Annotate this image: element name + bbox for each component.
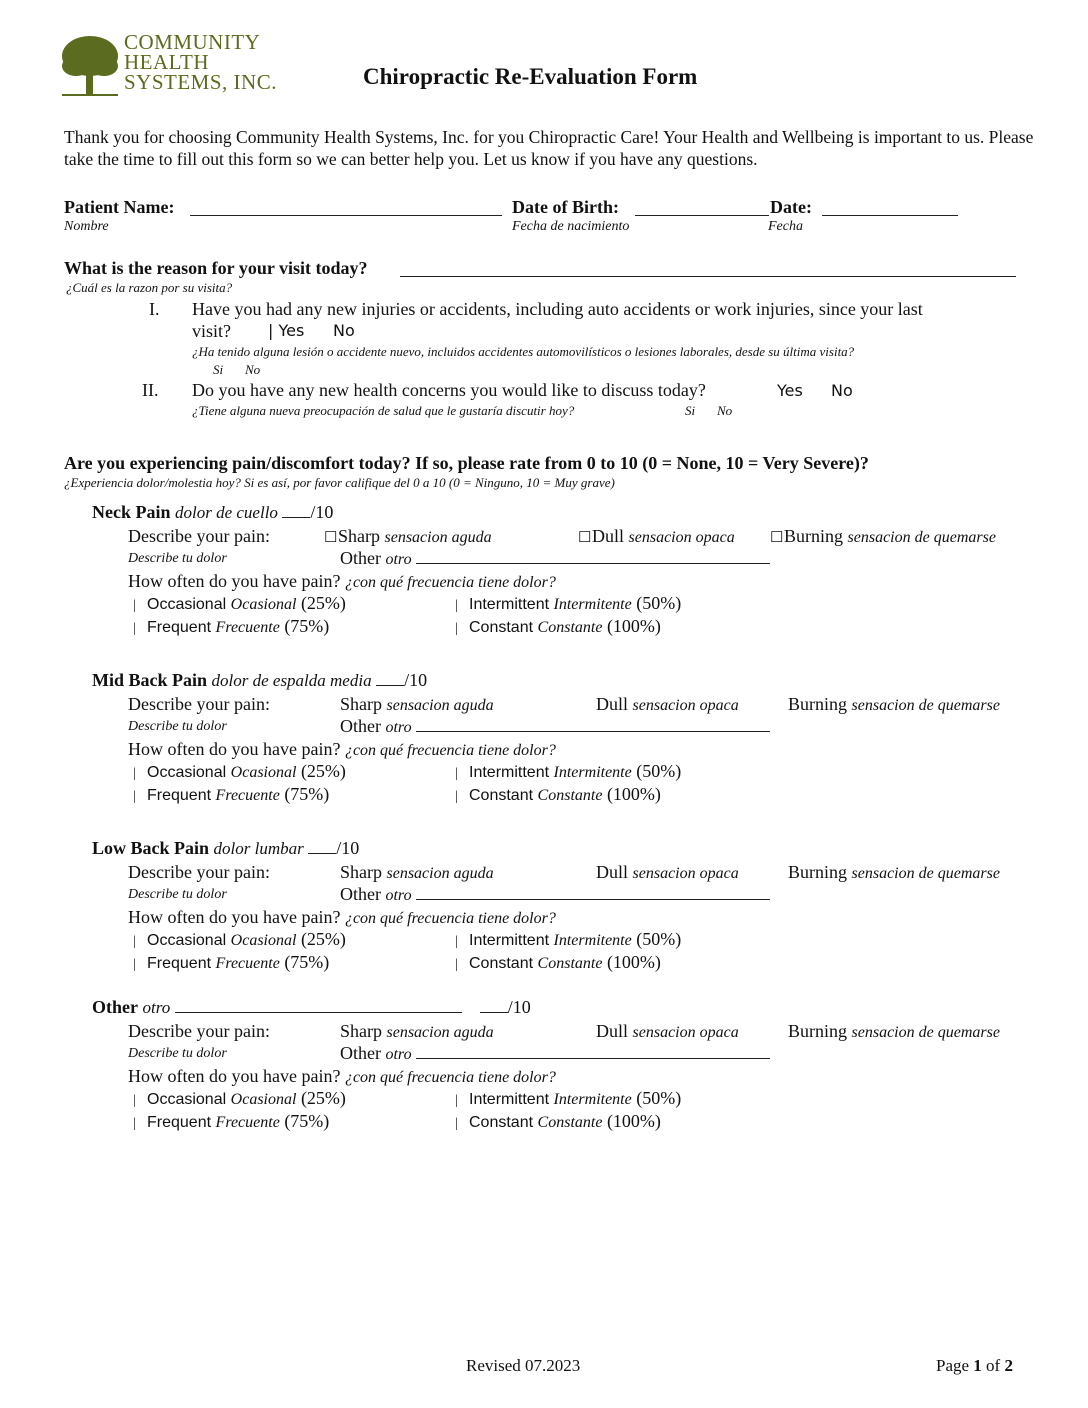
- occasional-pct: (25%): [300, 1088, 346, 1108]
- occasional-pct: (25%): [300, 593, 346, 613]
- section-neck-sharp[interactable]: [324, 526, 492, 547]
- section-other-other: [340, 1043, 770, 1064]
- section-mid-back-constant-checkbox[interactable]: |: [455, 789, 458, 804]
- tree-logo-icon: [58, 32, 122, 100]
- section-mid-back-constant-option[interactable]: [455, 784, 661, 805]
- section-low-back-describe-sub: Describe tu dolor: [128, 887, 227, 902]
- sharp-label-es: sensacion aguda: [386, 865, 494, 882]
- revised-date: Revised 07.2023: [466, 1356, 581, 1375]
- section-neck-occasional-option[interactable]: [133, 593, 346, 614]
- section-neck-intermittent-checkbox[interactable]: |: [455, 598, 458, 613]
- section-low-back-occasional-option[interactable]: [133, 929, 346, 950]
- patient-name-label: Patient Name:: [64, 197, 175, 217]
- frequent-label-es: Frecuente: [215, 1114, 280, 1131]
- frequent-pct: (75%): [284, 952, 330, 972]
- how-often-label: How often do you have pain?: [128, 571, 341, 591]
- section-low-back-describe: Describe your pain:: [128, 862, 270, 882]
- dob-label: Date of Birth:: [512, 197, 619, 217]
- section-other-constant-checkbox[interactable]: |: [455, 1116, 458, 1131]
- occasional-label-es: Ocasional: [230, 764, 297, 781]
- occasional-label-es: Ocasional: [230, 596, 297, 613]
- other-label: Other: [340, 1043, 381, 1063]
- burning-label-es: sensacion de quemarse: [851, 865, 1000, 882]
- section-mid-back-other: [340, 716, 770, 737]
- page-prefix: Page: [936, 1356, 970, 1375]
- date-label: Date:: [770, 197, 812, 217]
- section-other-occasional-checkbox[interactable]: |: [133, 1093, 136, 1108]
- how-often-label: How often do you have pain?: [128, 1066, 341, 1086]
- section-mid-back-title-row: [92, 670, 427, 691]
- intermittent-label-es: Intermitente: [553, 596, 632, 613]
- page-of: of: [986, 1356, 1001, 1375]
- section-other-other-describe-field[interactable]: [416, 1044, 770, 1059]
- intermittent-label-es: Intermitente: [553, 764, 632, 781]
- section-neck-title: Neck Pain: [92, 502, 171, 522]
- section-mid-back-intermittent-option[interactable]: [455, 761, 681, 782]
- intermittent-pct: (50%): [636, 593, 682, 613]
- section-other-sharp[interactable]: [340, 1021, 494, 1042]
- sharp-label: Sharp: [340, 862, 382, 882]
- section-other-intermittent-option[interactable]: [455, 1088, 681, 1109]
- section-low-back-sharp[interactable]: [340, 862, 494, 883]
- section-other-out-of: /10: [507, 997, 531, 1017]
- section-mid-back-occasional-option[interactable]: [133, 761, 346, 782]
- question-1-si[interactable]: Si: [213, 362, 224, 377]
- intermittent-pct: (50%): [636, 929, 682, 949]
- section-other-frequent-option[interactable]: [133, 1111, 329, 1132]
- question-1-text: Have you had any new injuries or accidents, including auto accidents or work injuries, since your last: [192, 299, 923, 319]
- frequent-pct: (75%): [284, 1111, 330, 1131]
- frequent-pct: (75%): [284, 784, 330, 804]
- section-low-back-out-of: /10: [336, 838, 360, 858]
- frequent-label: Frequent: [147, 955, 212, 972]
- section-neck-frequent-option[interactable]: [133, 616, 329, 637]
- burning-label-es: sensacion de quemarse: [851, 697, 1000, 714]
- other-label: Other: [340, 884, 381, 904]
- section-neck-describe: Describe your pain:: [128, 526, 270, 546]
- section-neck-title-row: [92, 502, 333, 523]
- other-label: Other: [340, 716, 381, 736]
- frequent-label-es: Frecuente: [215, 619, 280, 636]
- section-other-how-often: [128, 1066, 556, 1087]
- question-1-yes[interactable]: | Yes: [268, 321, 305, 340]
- intermittent-label: Intermittent: [469, 764, 550, 781]
- patient-name-field[interactable]: [190, 201, 502, 216]
- dull-label-es: sensacion opaca: [632, 1024, 739, 1041]
- other-label-es: otro: [385, 551, 412, 568]
- frequent-label-es: Frecuente: [215, 787, 280, 804]
- section-low-back-burning[interactable]: [788, 862, 1000, 883]
- section-neck-dull-checkbox[interactable]: ☐: [578, 530, 592, 546]
- question-1-no[interactable]: No: [333, 321, 355, 340]
- frequent-pct: (75%): [284, 616, 330, 636]
- section-low-back-intermittent-checkbox[interactable]: |: [455, 934, 458, 949]
- dull-label-es: sensacion opaca: [628, 529, 735, 546]
- constant-label-es: Constante: [537, 619, 603, 636]
- section-low-back-how-often: [128, 907, 556, 928]
- sharp-label-es: sensacion aguda: [384, 529, 492, 546]
- constant-label-es: Constante: [537, 1114, 603, 1131]
- section-mid-back-sharp[interactable]: [340, 694, 494, 715]
- question-2-no[interactable]: No: [831, 381, 853, 400]
- reason-label: What is the reason for your visit today?: [64, 258, 368, 278]
- section-neck-burning-checkbox[interactable]: ☐: [770, 530, 784, 546]
- other-label: Other: [340, 548, 381, 568]
- page-total: 2: [1004, 1356, 1013, 1375]
- section-low-back-constant-option[interactable]: [455, 952, 661, 973]
- page-number: [936, 1356, 1013, 1376]
- section-neck-constant-option[interactable]: [455, 616, 661, 637]
- question-1-sub: ¿Ha tenido alguna lesión o accidente nuevo, incluidos accidentes automovilísticos o lesiones laborales, desde su última visita?: [192, 344, 855, 359]
- intermittent-label-es: Intermitente: [553, 1091, 632, 1108]
- logo: [58, 32, 308, 100]
- section-neck-title-es: dolor de cuello: [175, 503, 278, 522]
- section-neck-how-often: [128, 571, 556, 592]
- burning-label: Burning: [784, 526, 844, 546]
- section-other-frequent-checkbox[interactable]: |: [133, 1116, 136, 1131]
- section-neck-frequent-checkbox[interactable]: |: [133, 621, 136, 636]
- how-often-label: How often do you have pain?: [128, 739, 341, 759]
- question-2-yes[interactable]: Yes: [777, 381, 803, 400]
- section-low-back-other: [340, 884, 770, 905]
- frequent-label: Frequent: [147, 619, 212, 636]
- how-often-label-es: ¿con qué frecuencia tiene dolor?: [344, 1069, 556, 1086]
- question-1-no-es[interactable]: No: [245, 362, 261, 377]
- question-1-yes-label: Yes: [278, 321, 305, 340]
- section-neck-intermittent-option[interactable]: [455, 593, 681, 614]
- other-label-es: otro: [385, 1046, 412, 1063]
- section-other-title-es: otro: [142, 998, 171, 1017]
- section-low-back-title-es: dolor lumbar: [213, 839, 304, 858]
- other-label-es: otro: [385, 887, 412, 904]
- intermittent-pct: (50%): [636, 1088, 682, 1108]
- section-other-dull[interactable]: [596, 1021, 739, 1042]
- logo-line-3: SYSTEMS, INC.: [124, 70, 277, 94]
- constant-pct: (100%): [606, 952, 661, 972]
- section-neck-dull[interactable]: [578, 526, 735, 547]
- section-neck-occasional-checkbox[interactable]: |: [133, 598, 136, 613]
- dull-label-es: sensacion opaca: [632, 697, 739, 714]
- dob-sub: Fecha de nacimiento: [512, 219, 630, 234]
- section-neck-out-of: /10: [310, 502, 334, 522]
- section-other-title-row: [92, 997, 531, 1018]
- dull-label: Dull: [592, 526, 625, 546]
- section-neck-describe-sub: Describe tu dolor: [128, 551, 227, 566]
- section-other-occasional-option[interactable]: [133, 1088, 346, 1109]
- intermittent-pct: (50%): [636, 761, 682, 781]
- how-often-label-es: ¿con qué frecuencia tiene dolor?: [344, 742, 556, 759]
- logo-line-2: HEALTH: [124, 50, 210, 74]
- constant-label: Constant: [469, 619, 534, 636]
- section-mid-back-how-often: [128, 739, 556, 760]
- section-other-describe-sub: Describe tu dolor: [128, 1046, 227, 1061]
- occasional-label: Occasional: [147, 932, 227, 949]
- section-mid-back-title-es: dolor de espalda media: [211, 671, 372, 690]
- constant-pct: (100%): [606, 1111, 661, 1131]
- intermittent-label: Intermittent: [469, 932, 550, 949]
- other-label-es: otro: [385, 719, 412, 736]
- frequent-label-es: Frecuente: [215, 955, 280, 972]
- how-often-label: How often do you have pain?: [128, 907, 341, 927]
- intermittent-label: Intermittent: [469, 596, 550, 613]
- section-low-back-constant-checkbox[interactable]: |: [455, 957, 458, 972]
- occasional-label-es: Ocasional: [230, 932, 297, 949]
- how-often-label-es: ¿con qué frecuencia tiene dolor?: [344, 574, 556, 591]
- dull-label: Dull: [596, 694, 629, 714]
- section-mid-back-burning[interactable]: [788, 694, 1000, 715]
- section-other-constant-option[interactable]: [455, 1111, 661, 1132]
- sharp-label: Sharp: [340, 1021, 382, 1041]
- occasional-pct: (25%): [300, 761, 346, 781]
- constant-label: Constant: [469, 955, 534, 972]
- frequent-label: Frequent: [147, 787, 212, 804]
- reason-sub: ¿Cuál es la razon por su visita?: [66, 280, 233, 295]
- frequent-label: Frequent: [147, 1114, 212, 1131]
- sharp-label-es: sensacion aguda: [386, 697, 494, 714]
- patient-name-sub: Nombre: [64, 219, 109, 234]
- burning-label: Burning: [788, 1021, 848, 1041]
- constant-label: Constant: [469, 1114, 534, 1131]
- question-1-text-cont: visit?: [192, 321, 231, 341]
- burning-label: Burning: [788, 694, 848, 714]
- section-mid-back-intermittent-checkbox[interactable]: |: [455, 766, 458, 781]
- constant-label-es: Constante: [537, 955, 603, 972]
- section-neck-burning[interactable]: [770, 526, 996, 547]
- section-mid-back-title: Mid Back Pain: [92, 670, 208, 690]
- constant-label: Constant: [469, 787, 534, 804]
- section-mid-back-other-describe-field[interactable]: [416, 717, 770, 732]
- dull-label-es: sensacion opaca: [632, 865, 739, 882]
- section-other-rating-field[interactable]: [480, 998, 508, 1013]
- dull-label: Dull: [596, 1021, 629, 1041]
- intermittent-label: Intermittent: [469, 1091, 550, 1108]
- pain-heading-sub: ¿Experiencia dolor/molestia hoy? Si es así, por favor califique del 0 a 10 (0 = Ninguno, 10 = Muy grave): [64, 475, 615, 490]
- question-2-no-es[interactable]: No: [717, 403, 733, 418]
- section-mid-back-rating-field[interactable]: [376, 671, 404, 686]
- section-neck-rating-field[interactable]: [282, 503, 310, 518]
- section-other-title: Other: [92, 997, 138, 1017]
- section-neck-other: [340, 548, 770, 569]
- constant-label-es: Constante: [537, 787, 603, 804]
- constant-pct: (100%): [606, 616, 661, 636]
- burning-label: Burning: [788, 862, 848, 882]
- section-mid-back-describe: Describe your pain:: [128, 694, 270, 714]
- intro-text: Thank you for choosing Community Health Systems, Inc. for you Chiropractic Care! Your Health and Wellbeing is important to us. Please take the time to fill out this form so we can better help you. Let us know if you have any questions.: [64, 127, 1034, 169]
- section-mid-back-dull[interactable]: [596, 694, 739, 715]
- question-2-number: II.: [142, 380, 159, 400]
- pain-heading: Are you experiencing pain/discomfort today? If so, please rate from 0 to 10 (0 = None, 10 = Very Severe)?: [64, 453, 869, 473]
- section-other-describe: Describe your pain:: [128, 1021, 270, 1041]
- section-low-back-dull[interactable]: [596, 862, 739, 883]
- reason-field[interactable]: [400, 262, 1016, 277]
- occasional-label: Occasional: [147, 764, 227, 781]
- dull-label: Dull: [596, 862, 629, 882]
- section-mid-back-frequent-option[interactable]: [133, 784, 329, 805]
- how-often-label-es: ¿con qué frecuencia tiene dolor?: [344, 910, 556, 927]
- occasional-label-es: Ocasional: [230, 1091, 297, 1108]
- section-low-back-title: Low Back Pain: [92, 838, 210, 858]
- date-sub: Fecha: [768, 219, 803, 234]
- occasional-label: Occasional: [147, 596, 227, 613]
- section-other-other-field[interactable]: [175, 998, 462, 1013]
- sharp-label-es: sensacion aguda: [386, 1024, 494, 1041]
- question-1-number: I.: [149, 299, 160, 319]
- burning-label-es: sensacion de quemarse: [851, 1024, 1000, 1041]
- section-low-back-frequent-checkbox[interactable]: |: [133, 957, 136, 972]
- section-low-back-frequent-option[interactable]: [133, 952, 329, 973]
- section-mid-back-out-of: /10: [404, 670, 428, 690]
- section-neck-sharp-checkbox[interactable]: ☐: [324, 530, 338, 546]
- section-other-burning[interactable]: [788, 1021, 1000, 1042]
- dob-field[interactable]: [635, 201, 769, 216]
- section-mid-back-describe-sub: Describe tu dolor: [128, 719, 227, 734]
- sharp-label: Sharp: [340, 694, 382, 714]
- page-current: 1: [973, 1356, 982, 1375]
- section-low-back-other-describe-field[interactable]: [416, 885, 770, 900]
- section-low-back-rating-field[interactable]: [308, 839, 336, 854]
- section-neck-constant-checkbox[interactable]: |: [455, 621, 458, 636]
- form-title: Chiropractic Re-Evaluation Form: [363, 64, 698, 89]
- section-low-back-occasional-checkbox[interactable]: |: [133, 934, 136, 949]
- sharp-label: Sharp: [338, 526, 380, 546]
- occasional-pct: (25%): [300, 929, 346, 949]
- section-other-intermittent-checkbox[interactable]: |: [455, 1093, 458, 1108]
- section-neck-other-describe-field[interactable]: [416, 549, 770, 564]
- section-low-back-intermittent-option[interactable]: [455, 929, 681, 950]
- intermittent-label-es: Intermitente: [553, 932, 632, 949]
- constant-pct: (100%): [606, 784, 661, 804]
- question-2-sub: ¿Tiene alguna nueva preocupación de salud que le gustaría discutir hoy?: [192, 403, 575, 418]
- section-mid-back-frequent-checkbox[interactable]: |: [133, 789, 136, 804]
- question-2-text: Do you have any new health concerns you would like to discuss today?: [192, 380, 706, 400]
- occasional-label: Occasional: [147, 1091, 227, 1108]
- section-mid-back-occasional-checkbox[interactable]: |: [133, 766, 136, 781]
- logo-line-1: COMMUNITY: [124, 30, 261, 54]
- date-field[interactable]: [822, 201, 958, 216]
- question-2-si[interactable]: Si: [685, 403, 696, 418]
- section-low-back-title-row: [92, 838, 359, 859]
- burning-label-es: sensacion de quemarse: [847, 529, 996, 546]
